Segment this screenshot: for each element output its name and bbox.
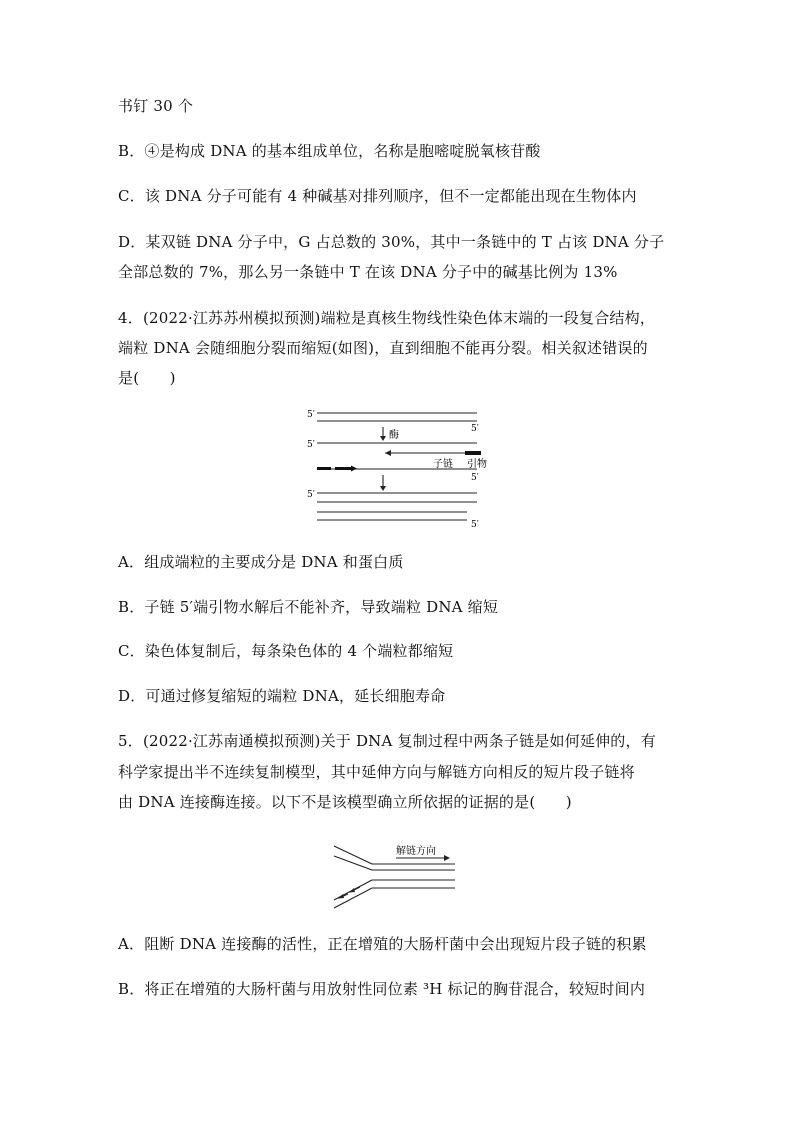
replication-fork-figure [330, 840, 460, 916]
option-a-q5: A．阻断 DNA 连接酶的活性，正在增殖的大肠杆菌中会出现短片段子链的积累 [118, 935, 647, 953]
option-c-q3: C．该 DNA 分子可能有 4 种碱基对排列顺序，但不一定都能出现在生物体内 [118, 187, 637, 205]
label-5prime-5: 5′ [307, 490, 315, 500]
label-5prime-2: 5′ [471, 424, 479, 434]
question-5-line3: 由 DNA 连接酶连接。以下不是该模型确立所依据的证据的是( ) [118, 793, 572, 811]
option-c-q4: C．染色体复制后，每条染色体的 4 个端粒都缩短 [118, 642, 454, 660]
label-primer: 引物 [467, 459, 487, 470]
question-5-line2: 科学家提出半不连续复制模型，其中延伸方向与解链方向相反的短片段子链将 [118, 763, 635, 781]
question-4-line2: 端粒 DNA 会随细胞分裂而缩短(如图)，直到细胞不能再分裂。相关叙述错误的 [118, 339, 648, 357]
label-daughter-strand: 子链 [433, 459, 453, 470]
question-4-line1: 4．(2022·江苏苏州模拟预测)端粒是真核生物线性染色体末端的一段复合结构， [118, 309, 655, 327]
label-unwinding-direction: 解链方向 [396, 846, 436, 857]
option-b-q3: B．④是构成 DNA 的基本组成单位，名称是胞嘧啶脱氧核苷酸 [118, 142, 541, 160]
option-d-q3-line1: D．某双链 DNA 分子中，G 占总数的 30%，其中一条链中的 T 占该 DNA 分子 [118, 233, 665, 251]
question-4-line3: 是( ) [118, 369, 176, 387]
text-line-1: 书钉 30 个 [118, 97, 194, 115]
option-a-q4: A．组成端粒的主要成分是 DNA 和蛋白质 [118, 553, 404, 571]
label-5prime-1: 5′ [307, 410, 315, 420]
option-d-q3-line2: 全部总数的 7%，那么另一条链中 T 在该 DNA 分子中的碱基比例为 13% [118, 263, 618, 281]
question-5-line1: 5．(2022·江苏南通模拟预测)关于 DNA 复制过程中两条子链是如何延伸的，有 [118, 732, 656, 750]
label-5prime-6: 5′ [471, 520, 479, 530]
option-b-q4: B．子链 5′端引物水解后不能补齐，导致端粒 DNA 缩短 [118, 598, 499, 616]
label-5prime-3: 5′ [307, 440, 315, 450]
label-5prime-4: 5′ [471, 473, 479, 483]
telomere-figure [305, 407, 495, 531]
label-enzyme: 酶 [389, 430, 399, 441]
option-b-q5: B．将正在增殖的大肠杆菌与用放射性同位素 ³H 标记的胸苷混合，较短时间内 [118, 980, 646, 998]
option-d-q4: D．可通过修复缩短的端粒 DNA，延长细胞寿命 [118, 687, 446, 705]
